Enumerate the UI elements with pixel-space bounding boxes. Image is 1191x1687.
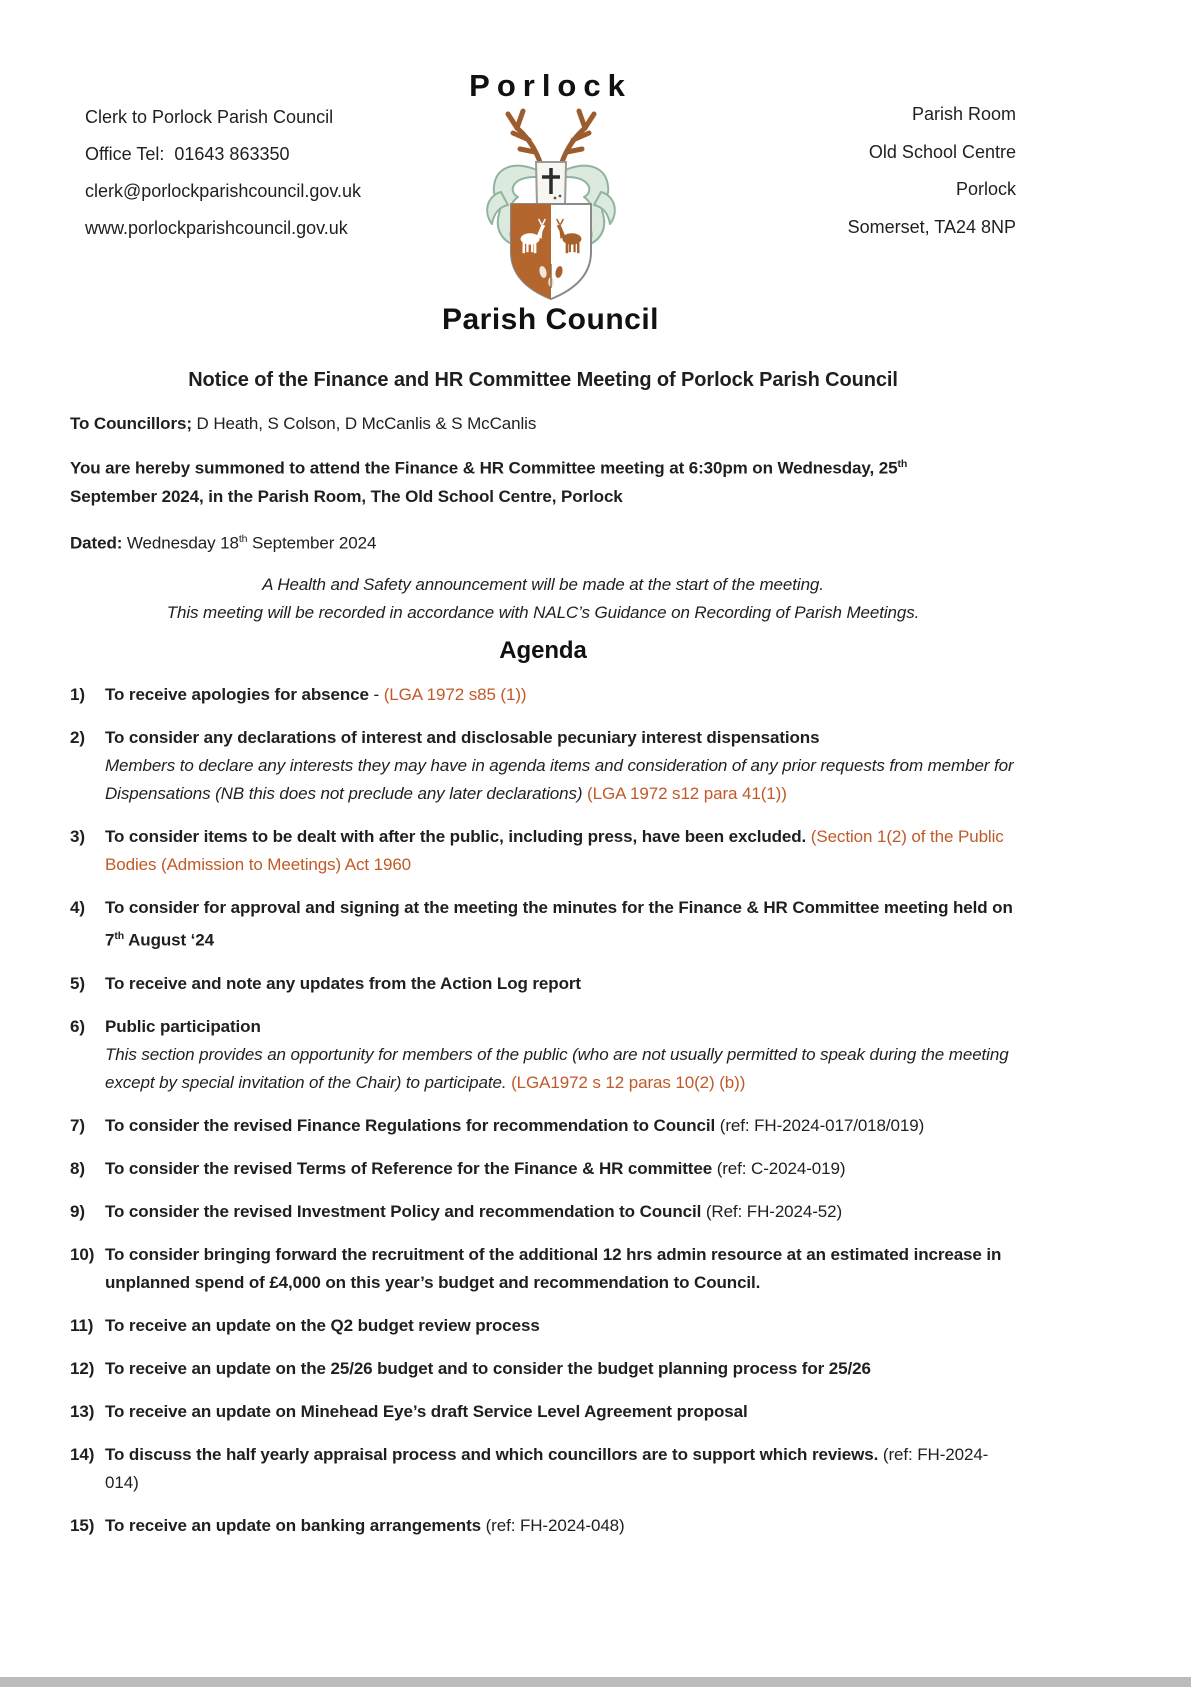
agenda-item-number: 7) — [70, 1115, 85, 1135]
text-segment: To Councillors; — [70, 414, 192, 433]
agenda-heading: Agenda — [499, 637, 587, 665]
agenda-item-text — [105, 1512, 1016, 1540]
agenda-item-text — [105, 1441, 1016, 1497]
text-segment: To receive apologies for absence — [105, 685, 374, 705]
porlock-crest-icon — [451, 106, 651, 302]
agenda-item — [70, 681, 1016, 709]
agenda-item — [70, 970, 1016, 998]
agenda-item — [70, 1013, 1016, 1097]
text-segment: To receive an update on Minehead Eye’s draft Service Level Agreement proposal — [105, 1401, 748, 1421]
agenda-item-number: 11) — [70, 1315, 94, 1335]
text-segment: (Ref: FH-2024-52) — [705, 1201, 843, 1221]
text-segment: You are hereby summoned to attend the Finance & HR Committee meeting at 6:30pm on Wednesday, 25 — [70, 458, 898, 478]
agenda-item-number: 14) — [70, 1444, 95, 1464]
text-segment: August ‘24 — [124, 930, 215, 950]
to-councillors-line — [70, 410, 1016, 438]
recording-announcement: This meeting will be recorded in accordance with NALC’s Guidance on Recording of Parish Meetings. — [166, 603, 920, 623]
agenda-item — [70, 1241, 1016, 1297]
text-segment: th — [114, 930, 125, 943]
agenda-list — [70, 681, 1016, 1540]
agenda-item-text — [105, 1312, 1016, 1340]
notice-title: Notice of the Finance and HR Committee Meeting of Porlock Parish Council — [188, 369, 898, 391]
text-segment: To discuss the half yearly appraisal process and which councillors are to support which reviews. — [105, 1444, 883, 1464]
office-telephone: Office Tel: 01643 863350 — [85, 144, 290, 164]
agenda-item-number: 10) — [70, 1244, 95, 1264]
agenda-item — [70, 1355, 1016, 1383]
text-segment: September 2024, in the Parish Room, The Old School Centre, Porlock — [70, 486, 623, 506]
agenda-item — [70, 1112, 1016, 1140]
text-segment: September 2024 — [247, 533, 377, 553]
agenda-item-number: 6) — [70, 1016, 85, 1036]
text-segment: th — [238, 532, 248, 545]
text-segment: Public participation — [105, 1016, 261, 1036]
address-line: Old School Centre — [868, 141, 1016, 162]
text-segment: To consider for approval and signing at the meeting the minutes for the Finance & HR Committee meeting held on 7 — [105, 898, 1013, 950]
agenda-item-number: 9) — [70, 1201, 85, 1221]
agenda-item-text — [105, 1155, 1016, 1183]
agenda-item — [70, 1441, 1016, 1497]
agenda-item — [70, 894, 1016, 955]
agenda-item-number: 3) — [70, 827, 85, 847]
text-segment: (ref: FH-2024-014) — [105, 1444, 989, 1492]
address-line: Porlock — [955, 179, 1016, 199]
clerk-title: Clerk to Porlock Parish Council — [85, 107, 334, 127]
agenda-item-number: 12) — [70, 1358, 95, 1378]
agenda-item-text — [105, 970, 1016, 998]
agenda-item-text — [105, 823, 1016, 879]
announcements — [70, 571, 1016, 627]
text-segment: th — [897, 458, 908, 470]
text-segment: (ref: FH-2024-048) — [485, 1515, 625, 1535]
agenda-item-number: 4) — [70, 898, 85, 918]
agenda-item — [70, 823, 1016, 879]
agenda-item-text — [105, 1112, 1016, 1140]
agenda-item-text — [105, 1198, 1016, 1226]
text-segment: To consider the revised Investment Policy and recommendation to Council — [105, 1201, 706, 1221]
agenda-item-number: 8) — [70, 1158, 85, 1178]
agenda-item-text — [105, 681, 1016, 709]
agenda-item-text — [105, 1355, 1016, 1383]
agenda-item-number: 2) — [70, 728, 85, 748]
text-segment: To consider any declarations of interest and disclosable pecuniary interest dispensations — [105, 728, 820, 748]
agenda-item-number: 1) — [70, 685, 85, 705]
address-line: Parish Room — [911, 104, 1016, 124]
logo-wordmark: Porlock — [469, 68, 632, 103]
text-segment: This section provides an opportunity for members of the public (who are not usually permitted to speak during the meeting except by special invitation of the Chair) to participate. — [105, 1044, 1009, 1092]
text-segment: To receive an update on the 25/26 budget and to consider the budget planning process for 25/26 — [105, 1358, 871, 1378]
text-segment: Dated: — [70, 533, 123, 553]
text-segment: To consider the revised Finance Regulations for recommendation to Council — [105, 1115, 720, 1135]
agenda-item-text — [105, 1013, 1016, 1097]
agenda-item — [70, 1155, 1016, 1183]
agenda-item-text — [105, 894, 1016, 955]
agenda-item — [70, 1312, 1016, 1340]
summons-paragraph — [70, 450, 1016, 511]
notice-document — [70, 366, 1016, 1555]
text-segment: - — [373, 685, 384, 705]
text-segment: D Heath, S Colson, D McCanlis & S McCanlis — [191, 414, 537, 433]
text-segment: (LGA1972 s 12 paras 10(2) (b)) — [511, 1072, 746, 1092]
text-segment: To consider the revised Terms of Reference for the Finance & HR committee — [105, 1158, 717, 1178]
text-segment: (LGA 1972 s85 (1)) — [383, 685, 527, 705]
text-segment: To consider items to be dealt with after the public, including press, have been excluded. — [105, 827, 811, 847]
logo-subtitle: Parish Council — [441, 303, 660, 336]
text-segment: (Section 1(2) of the Public Bodies (Admission to Meetings) Act 1960 — [105, 827, 1004, 875]
address-line: Somerset, TA24 8NP — [847, 216, 1016, 237]
text-segment: (ref: FH-2024-017/018/019) — [719, 1115, 925, 1135]
council-website: www.porlockparishcouncil.gov.uk — [85, 218, 348, 238]
text-segment: Members to declare any interests they may have in agenda items and consideration of any prior requests from member for Dispensations (NB this does not preclude any later declarations) — [105, 756, 1014, 804]
health-safety-announcement: A Health and Safety announcement will be made at the start of the meeting. — [262, 575, 824, 595]
agenda-item-number: 13) — [70, 1401, 95, 1421]
text-segment: To receive an update on banking arrangements — [105, 1515, 486, 1535]
agenda-item-text — [105, 724, 1016, 808]
page-bottom-edge — [0, 1677, 1191, 1687]
agenda-item-number: 15) — [70, 1515, 95, 1535]
clerk-email: clerk@porlockparishcouncil.gov.uk — [85, 181, 362, 201]
agenda-item — [70, 1198, 1016, 1226]
agenda-item — [70, 1512, 1016, 1540]
dated-line — [70, 525, 1016, 558]
text-segment: (ref: C-2024-019) — [716, 1158, 846, 1178]
agenda-item-text — [105, 1241, 1016, 1297]
agenda-item — [70, 1398, 1016, 1426]
text-segment: Wednesday 18 — [122, 533, 239, 553]
text-segment: To receive an update on the Q2 budget review process — [105, 1315, 540, 1335]
agenda-item-text — [105, 1398, 1016, 1426]
agenda-item — [70, 724, 1016, 808]
text-segment: To receive and note any updates from the Action Log report — [105, 973, 581, 993]
text-segment: To consider bringing forward the recruitment of the additional 12 hrs admin resource at an estimated increase in unplanned spend of £4,000 on this year’s budget and recommendation to Council. — [105, 1244, 1002, 1292]
text-segment: (LGA 1972 s12 para 41(1)) — [587, 784, 787, 804]
agenda-item-number: 5) — [70, 973, 85, 993]
council-logo — [85, 68, 1016, 302]
